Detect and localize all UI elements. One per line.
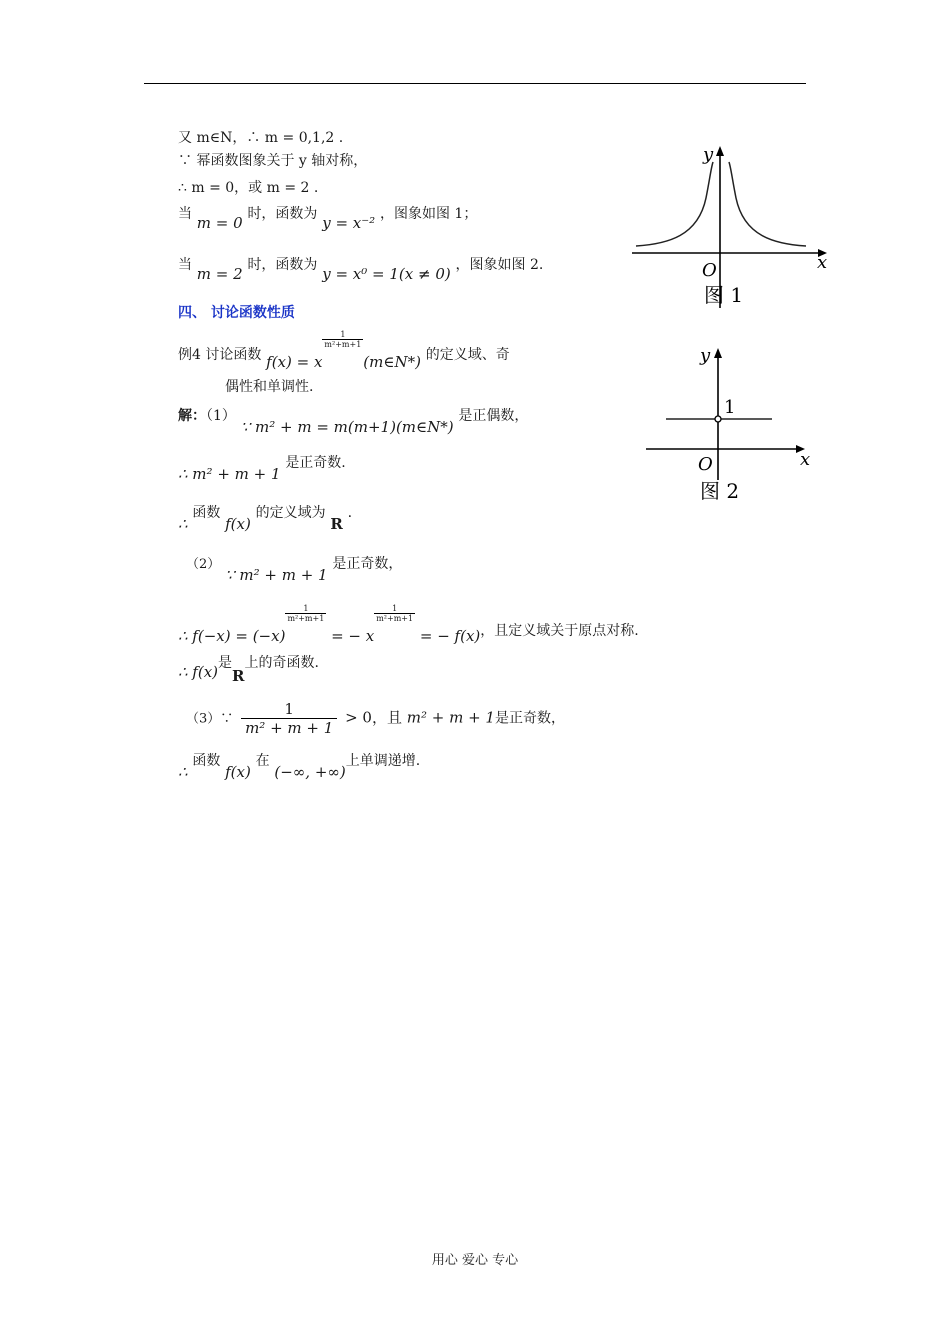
solution-1-result: 是正偶数， [458,408,529,424]
part-3-therefore: ∴ [178,763,188,781]
line-5-m: m = 2 [196,265,243,283]
part-3-number: （3）∵ [186,711,234,727]
figure-2-x-label: x [800,449,811,470]
solution-3-domain-is: 的定义域为 [255,505,326,521]
line-2-text: ∵ 幂函数图象关于 y 轴对称， [178,153,368,169]
page-footer: 用心 爱心 专心 [431,1253,519,1268]
solution-3-fx: f(x) [225,515,251,533]
figure-2-open-point [715,416,721,422]
line-1-text: 又 m∈N，∴ m = 0,1,2 . [178,130,344,146]
example-4-exp-den: m²+m+1 [324,340,362,349]
text-line-3 [178,177,318,197]
example-4-desc: 的定义域、奇 [425,347,510,363]
section-heading: 四、 讨论函数性质 [178,305,295,321]
solution-3-therefore: ∴ [178,515,188,533]
figure-2-y-arrow [714,348,722,358]
solution-1-formula: ∵ m² + m = m(m+1)(m∈N*) [240,418,454,436]
part-2-number: （2） [186,557,221,572]
part-2-exponent-2 [374,604,415,623]
part-3-result: 是正奇数， [494,710,565,727]
figure-2-one-label: 1 [724,397,736,418]
figure-1 [628,140,833,312]
figure-2-caption: 图 2 [700,479,740,503]
part-2-R: R [232,667,245,685]
line-4-formula: y = x⁻² [322,214,376,232]
solution-3-func: 函数 [192,505,221,521]
part-3-formula: m² + m + 1 [406,708,495,727]
line-5-when: 当 [178,257,192,273]
part-2-exponent-1 [285,604,326,623]
solution-3-period: . [347,505,353,521]
line-5-func-is: 时，函数为 [247,257,318,273]
text-line-1 [178,127,343,147]
part-3-interval: (−∞, +∞) [274,763,346,781]
part-3-gt-zero: > 0，且 [345,708,402,727]
figure-1-y-label: y [703,144,714,165]
solution-label: 解： [178,408,206,424]
example-4-line-1 [178,328,510,371]
figure-1-x-label: x [817,252,828,273]
example-4-desc-2: 偶性和单调性. [225,379,314,395]
line-3-text: ∴ m = 0，或 m = 2 . [178,180,319,196]
part-3-fraction [241,700,337,737]
part-3-frac-den: m² + m + 1 [245,719,334,737]
example-4-line-2 [225,376,313,396]
example-4-domain-cond: (m∈N*) [363,353,421,371]
part-2-result: 是正奇数， [332,556,403,572]
line-4-when: 当 [178,206,192,222]
part-2-exp2-num: 1 [374,604,415,614]
part-3-line-2 [178,750,421,781]
part-2-line-2 [178,604,639,645]
part-2-symmetric: ，且定义域关于原点对称. [480,623,639,639]
part-2-line-3 [178,652,319,685]
part-3-func: 函数 [192,753,221,769]
part-2-fneg: ∴ f(−x) = (−x) [178,627,286,645]
figure-1-curve-left [636,162,713,246]
part-2-is: 是 [218,655,233,671]
part-2-negx: = − x [326,627,375,645]
text-line-2 [178,150,367,170]
example-4-fx: f(x) = x [266,353,323,371]
figure-2-origin: O [698,454,713,475]
solution-1-line [178,405,529,436]
part-2-exp1-den: m²+m+1 [287,614,325,623]
example-4-exponent [322,330,363,349]
solution-2-result: 是正奇数. [285,455,346,471]
figure-1-caption: 图 1 [704,283,744,307]
part-2-conclusion-fx: ∴ f(x) [178,663,219,681]
part-3-fx: f(x) [225,763,251,781]
part-2-negfx: = − f(x) [415,627,481,645]
solution-3-line [178,502,353,533]
header-rule [144,83,806,84]
line-4-func-is: 时，函数为 [247,206,318,222]
figure-1-curve-right [729,162,806,246]
line-4-m: m = 0 [196,214,243,232]
part-3-frac-num: 1 [241,700,337,719]
solution-2-formula: ∴ m² + m + 1 [178,465,281,483]
text-line-5 [178,254,544,283]
solution-3-R: R [330,515,343,533]
part-3-on: 在 [255,753,270,769]
figure-1-origin: O [702,260,717,281]
example-4-label: 例4 讨论函数 [178,347,262,363]
part-2-formula: ∵ m² + m + 1 [225,566,328,584]
text-line-4 [178,203,478,232]
part-2-exp1-num: 1 [285,604,326,614]
line-5-figure-ref: ，图象如图 2. [455,257,544,273]
line-5-formula: y = x⁰ = 1(x ≠ 0) [322,265,451,283]
part-2-line-1 [186,553,403,584]
line-4-figure-ref: ，图象如图 1； [379,206,478,222]
solution-2-line [178,452,346,483]
figure-2-y-label: y [700,345,711,366]
part-2-exp2-den: m²+m+1 [376,614,414,623]
figure-2 [640,340,820,510]
example-4-exp-num: 1 [322,330,363,340]
figure-1-y-arrow [716,146,724,156]
solution-1-number: （1） [206,408,236,424]
part-3-increasing: 上单调递增. [345,753,421,769]
part-2-odd-function: 上的奇函数. [244,655,319,671]
part-3-line-1 [186,700,565,737]
